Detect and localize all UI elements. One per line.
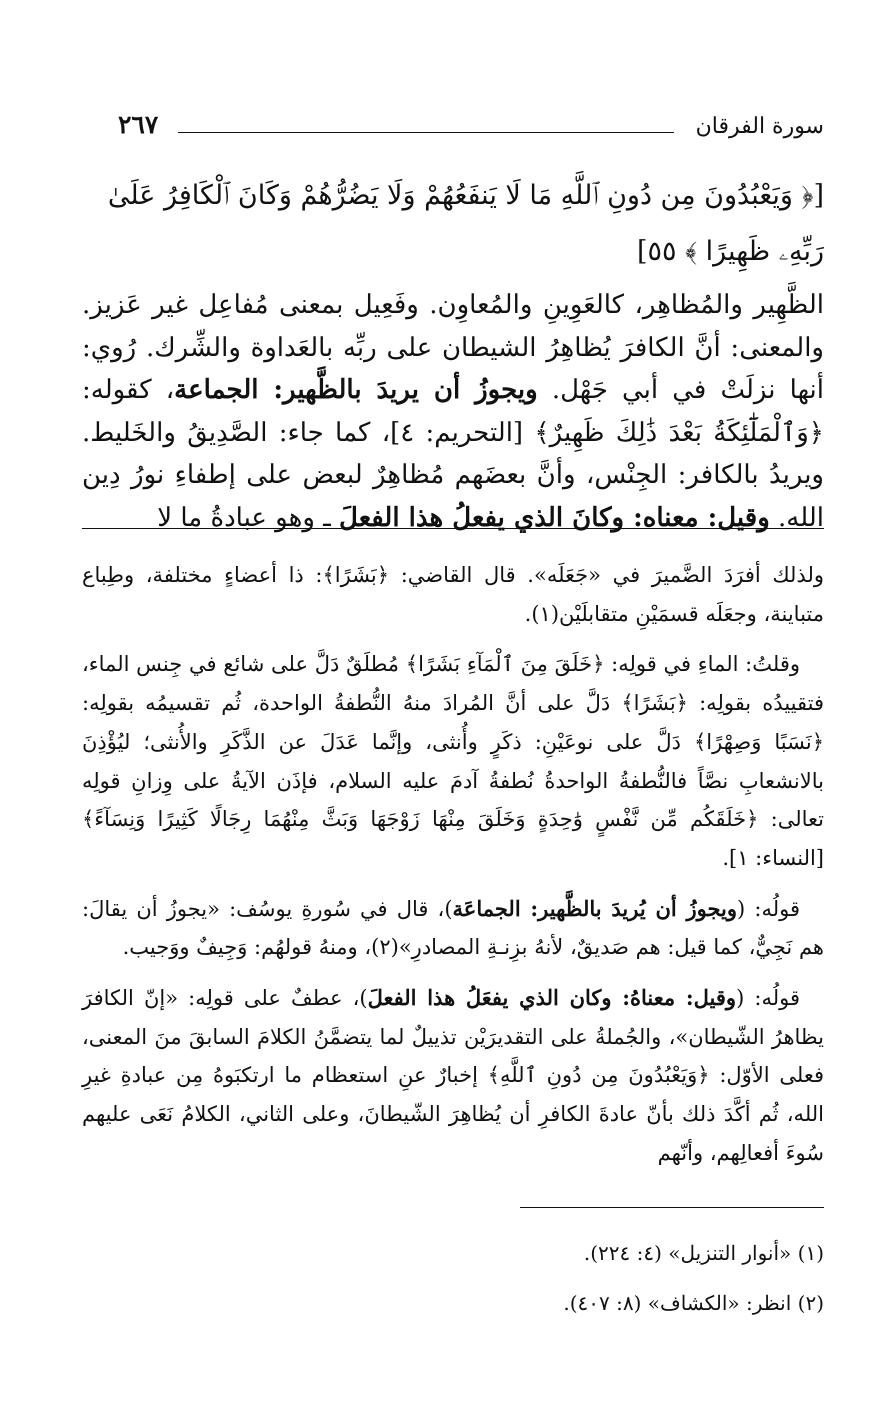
note-text-part: )، قال في سُورةِ يوسُف: «يجوزُ أن يقالَ: هم نَجِيٌّ، كما قيل: هم صَديقٌ، لأنهُ بزِنـةِ المصادرِ»(٢)، ومنهُ قولهُم: وَجِيفٌ ووَجيب. <box>82 896 824 960</box>
footnotes <box>82 1228 824 1328</box>
note-paragraph: وقلتُ: الماءِ في قولِه: ﴿خَلَقَ مِنَ ٱلْمَآءِ بَشَرًا﴾ مُطلَقٌ دَلَّ على شائع في جِنس الماء، فتقييدُه بقولِه: ﴿بَشَرًا﴾ دَلَّ على أنَّ المُرادَ منهُ النُّطفةُ الواحدة، ثُم تقسيمُه بقولِه: ﴿نَسَبًا وَصِهْرًا﴾ دَلَّ على نوعَيْنِ: ذكَرٍ وأُنثى، وإنَّما عَدَلَ عن الذَّكَرِ والأُنثى؛ ليُؤْذِنَ بالانشعابِ نصَّاً فالنُّطفةُ الواحدةُ نُطفةُ آدمَ عليه السلام، فإذَن الآيةُ على وِزانِ قولِه تعالى: ﴿خَلَقَكُم مِّن نَّفْسٍ وَٰحِدَةٍ وَخَلَقَ مِنْهَا زَوْجَهَا وَبَثَّ مِنْهُمَا رِجَالًا كَثِيرًا وَنِسَآءً﴾ [النساء: ١]. <box>82 652 824 870</box>
footnote: (١) «أنوار التنزيل» (٤: ٢٢٤). <box>583 1241 824 1265</box>
note-paragraph <box>82 890 824 967</box>
surah-title: سورة الفرقان <box>695 114 824 139</box>
main-paragraph <box>82 284 824 539</box>
main-bold-phrase: ويجوزُ أن يريدَ بالظَّهير: الجماعة <box>174 375 538 405</box>
main-text-part: ـ وهو عبادةُ ما لا <box>157 502 331 533</box>
page-number: ٢٦٧ <box>118 110 159 139</box>
note-text-part: قولُه: ( <box>736 986 800 1011</box>
header-rule <box>178 132 674 133</box>
footnote-rule <box>520 1207 824 1208</box>
note-bold-phrase: وقيل: معناهُ: وكان الذي يفعَلُ هذا الفعلَ <box>367 985 737 1011</box>
main-text-part: الظَّهِير والمُظاهِر، كالعَوِينِ والمُعاوِن. وفَعِيل بمعنى مُفاعِل غير عَزيز. والمعنى: أنَّ الكافرَ يُظاهِرُ الشيطان على ربِّه بالعَداوة والشِّرك. رُوي: أنها نزلَتْ في أبي جَهْل. <box>82 290 825 405</box>
note-text-part: )، عطفٌ على قولِه: «إنّ الكافرَ يظاهرُ الشّيطان»، والجُملةُ على التقديرَيْن تذييلٌ لما يتضمَّنُ الكلامَ السابقَ منَ المعنى، فعلى الأوّل: ﴿وَيَعْبُدُونَ مِن دُونِ ٱللَّهِ﴾ إخبارٌ عنِ استعظام ما ارتكبَوهُ مِن عبادةِ غيرِ الله، ثُم أكَّدَ ذلك بأنّ عادةَ الكافرِ أن يُظاهِرَ الشّيطانَ، وعلى الثاني، الكلامُ نَعَى عليهم سُوءَ أفعالِهم، وأنّهم <box>82 986 824 1165</box>
note-paragraph <box>82 979 824 1173</box>
page-header <box>118 110 824 150</box>
main-text-part: ، كقوله: ﴿وَٱلْمَلَٰٓئِكَةُ بَعْدَ ذَٰلِكَ ظَهِيرٌ﴾ [التحريم: ٤]، كما جاء: الصَّدِيقُ والخَليط. ويريدُ بالكافر: الجِنْس، وأنَّ بعضَهم مُظاهِرٌ لبعض على إطفاءِ نورُ دِين الله. <box>82 375 824 533</box>
marginal-notes <box>82 556 824 1185</box>
footnote: (٢) انظر: «الكشاف» (٨: ٤٠٧). <box>563 1291 824 1315</box>
note-bold-phrase: ويجوزُ أن يُريدَ بالظَّهير: الجماعَة <box>452 895 738 921</box>
note-paragraph: ولذلك أفرَدَ الضَّميرَ في «جَعَلَه». قال القاضي: ﴿بَشَرًا﴾: ذا أعضاءٍ مختلفة، وطِباع متباينة، وجعَلَه قسمَيْنِ متقابلَيْن(١). <box>82 563 824 626</box>
main-bold-phrase: وقيل: معناه: وكانَ الذي يفعلُ هذا الفعلَ <box>339 502 770 533</box>
quran-verse: [﴿ وَيَعْبُدُونَ مِن دُونِ ٱللَّهِ مَا لَا يَنفَعُهُمْ وَلَا يَضُرُّهُمْ وَكَانَ ٱلْكَافِرُ عَلَىٰ رَبِّهِۦ ظَهِيرًا ﴾ ٥٥] <box>107 180 824 267</box>
main-commentary <box>82 284 824 539</box>
section-divider <box>82 528 824 529</box>
note-text-part: قولُه: ( <box>737 896 800 921</box>
